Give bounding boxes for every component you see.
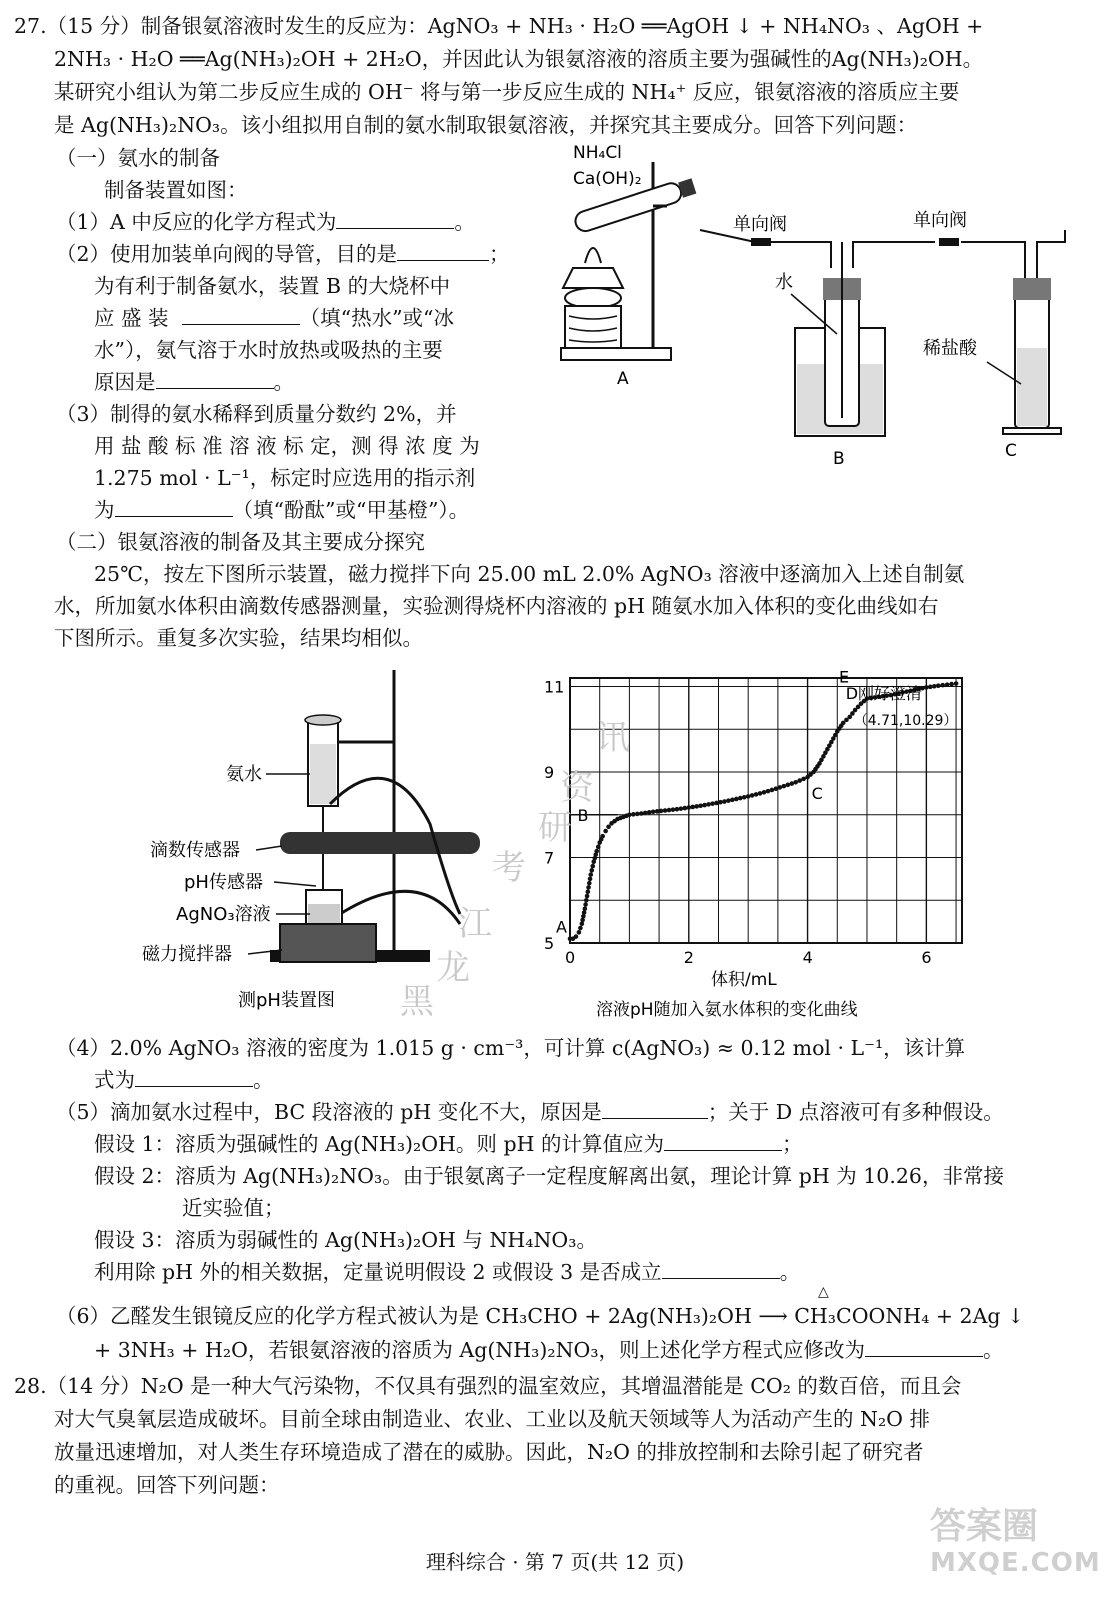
curve-point xyxy=(793,780,798,785)
q27-part3b: 用 盐 酸 标 准 溶 液 标 定，测 得 浓 度 为 xyxy=(94,434,480,458)
part5f-end: 。 xyxy=(779,1260,801,1284)
q27-part2b: 为有利于制备氨水，装置 B 的大烧杯中 xyxy=(94,274,451,298)
watermark-char-7: 讯 xyxy=(596,718,630,758)
flask-c-acid xyxy=(1017,348,1047,426)
part2e-end: 。 xyxy=(273,370,294,394)
label-a: A xyxy=(617,369,629,389)
point-label: A xyxy=(556,917,567,937)
water-label: 水 xyxy=(775,272,793,293)
curve-point xyxy=(778,785,783,790)
q27-part5c: 假设 2：溶质为 Ag(NH₃)₂NO₃。由于银氨离子一定程度解离出氨，理论计算 pH 为 10.26，非常接 xyxy=(94,1164,1004,1188)
answer-blank-5[interactable] xyxy=(115,494,233,517)
stand-base-a xyxy=(561,348,671,360)
curve-point xyxy=(583,907,588,912)
curve-point xyxy=(671,807,676,812)
agno3-label: AgNO₃溶液 xyxy=(176,904,271,925)
curve-point xyxy=(583,902,588,907)
curve-point xyxy=(702,803,707,808)
curve-point xyxy=(588,872,593,877)
tube-b-to-c xyxy=(853,242,935,268)
section1-title: （一）氨水的制备 xyxy=(56,146,220,170)
point-label: D刚好澄清 xyxy=(845,683,923,703)
part6b-end: 。 xyxy=(983,1338,1004,1362)
curve-point xyxy=(742,795,747,800)
x-axis-label: 体积/mL xyxy=(711,970,777,990)
part2a-end: ； xyxy=(489,242,510,266)
curve-point xyxy=(789,781,794,786)
curve-point xyxy=(694,804,699,809)
q27-part5b xyxy=(94,1128,802,1160)
curve-point xyxy=(718,800,723,805)
q27-part3d xyxy=(94,494,469,526)
q28-line1: 28.（14 分）N₂O 是一种大气污染物，不仅具有强烈的温室效应，其增温潜能是 CO₂ 的数百倍，而且会 xyxy=(14,1374,962,1398)
curve-point xyxy=(655,809,660,814)
curve-point xyxy=(945,682,950,687)
x-tick-label: 6 xyxy=(921,948,932,967)
curve-point xyxy=(928,685,933,690)
curve-point xyxy=(706,802,711,807)
curve-point xyxy=(734,797,739,802)
answer-blank-2[interactable] xyxy=(397,238,489,261)
curve-point xyxy=(746,794,751,799)
curve-point xyxy=(586,885,591,890)
section2-title: （二）银氨溶液的制备及其主要成分探究 xyxy=(56,530,425,554)
ph-sensor-label: pH传感器 xyxy=(184,872,263,893)
curve-point xyxy=(762,790,767,795)
curve-point xyxy=(710,801,715,806)
section2-line2: 水，所加氨水体积由滴数传感器测量，实验测得烧杯内溶液的 pH 随氨水加入体积的变化曲线如右 xyxy=(54,594,939,618)
part3d-text: 为 xyxy=(94,498,115,522)
curve-point xyxy=(585,894,590,899)
curve-point xyxy=(600,834,605,839)
q27-part5d: 近实验值； xyxy=(182,1196,285,1220)
point-label: E xyxy=(838,668,850,687)
q27-part2e xyxy=(94,366,294,398)
curve-point xyxy=(588,877,593,882)
curve-point xyxy=(590,864,595,869)
curve-point xyxy=(586,889,591,894)
page-footer: 理科综合 · 第 7 页(共 12 页) xyxy=(425,1550,685,1574)
part4b-text: 式为 xyxy=(94,1068,135,1092)
curve-point xyxy=(932,684,937,689)
q27-line4: 是 Ag(NH₃)₂NO₃。该小组拟用自制的氨水制取银氨溶液，并探究其主要成分。回答下列问题： xyxy=(54,113,918,137)
curve-point xyxy=(738,796,743,801)
curve-point xyxy=(574,934,579,939)
part5f-text: 利用除 pH 外的相关数据，定量说明假设 2 或假设 3 是否成立 xyxy=(94,1260,662,1284)
x-tick-label: 0 xyxy=(565,948,576,967)
curve-point xyxy=(766,789,771,794)
q27-part4b xyxy=(94,1064,274,1096)
curve-point xyxy=(659,809,664,814)
q27-part3c: 1.275 mol · L⁻¹，标定时应选用的指示剂 xyxy=(94,466,476,490)
curve-point xyxy=(643,811,648,816)
watermark-site: MXQE.COM xyxy=(930,1548,1101,1578)
section1-intro: 制备装置如图： xyxy=(104,178,248,202)
q28-line2: 对大气臭氧层造成破坏。目前全球由制造业、农业、工业以及航天领域等人为活动产生的 N₂O 排 xyxy=(54,1407,930,1431)
curve-point xyxy=(679,806,684,811)
answer-blank-3[interactable] xyxy=(182,302,300,325)
y-tick-label: 5 xyxy=(544,934,555,953)
part5b-text: 假设 1：溶质为强碱性的 Ag(NH₃)₂OH。则 pH 的计算值应为 xyxy=(94,1132,664,1156)
part2e-text: 原因是 xyxy=(94,370,156,394)
curve-point xyxy=(801,777,806,782)
valve2-label: 单向阀 xyxy=(913,210,967,231)
ammonia-prep-apparatus xyxy=(555,138,1075,468)
part2a-text: （2）使用加装单向阀的导管，目的是 xyxy=(56,242,398,266)
q28-line4: 的重视。回答下列问题： xyxy=(54,1473,280,1497)
curve-point xyxy=(589,868,594,873)
watermark-logo: 答案圈 xyxy=(930,1506,1039,1547)
q27-part4a: （4）2.0% AgNO₃ 溶液的密度为 1.015 g · cm⁻³，可计算 c(AgNO₃) ≈ 0.12 mol · L⁻¹，该计算 xyxy=(56,1036,966,1060)
curve-point xyxy=(686,805,691,810)
q27-part6a: （6）乙醛发生银镜反应的化学方程式被认为是 CH₃CHO + 2Ag(NH₃)₂OH ⟶ CH₃COONH₄ + 2Ag ↓ xyxy=(56,1304,1025,1328)
curve-point xyxy=(663,808,668,813)
valve1-shape xyxy=(751,238,771,246)
burette-liquid xyxy=(310,744,336,804)
q27-part2a xyxy=(56,238,510,270)
curve-point xyxy=(651,809,656,814)
curve-point xyxy=(924,685,929,690)
curve-point xyxy=(578,926,583,931)
part2c-text: 应 盛 装 xyxy=(94,306,169,330)
chart-caption: 溶液pH随加入氨水体积的变化曲线 xyxy=(596,1000,858,1020)
label-b: B xyxy=(833,449,845,468)
reagent-nh4cl: NH₄Cl xyxy=(573,143,622,163)
answer-blank-9[interactable] xyxy=(662,1256,780,1279)
part5b-end: ； xyxy=(781,1132,803,1156)
watermark-char-4: 考 xyxy=(492,848,526,888)
flame xyxy=(585,248,601,263)
part1-end: 。 xyxy=(454,210,475,234)
x-tick-label: 2 xyxy=(683,948,694,967)
curve-point xyxy=(940,683,945,688)
sensor-cable-2 xyxy=(340,891,460,924)
curve-point xyxy=(631,812,636,817)
q27-part1 xyxy=(56,206,475,238)
d-point-coordinate: （4.71,10.29） xyxy=(853,712,958,729)
curve-point xyxy=(722,799,727,804)
watermark-char-5: 研 xyxy=(538,808,572,848)
part5a-text: （5）滴加氨水过程中，BC 段溶液的 pH 变化不大，原因是 xyxy=(56,1100,602,1124)
q27-part5f xyxy=(94,1256,800,1288)
valve2-shape xyxy=(939,238,959,246)
watermark-char-6: 资 xyxy=(560,768,594,808)
curve-point xyxy=(596,845,601,850)
q28-line3: 放量迅速增加，对人类生存环境造成了潜在的威胁。因此，N₂O 的排放控制和去除引起了研究者 xyxy=(54,1440,924,1464)
heat-symbol: △ xyxy=(818,1284,829,1300)
point-label: C xyxy=(811,784,823,804)
valve1-label: 单向阀 xyxy=(733,214,787,235)
stopper-c xyxy=(1013,278,1051,300)
base-c xyxy=(1003,428,1061,434)
tube-out-c xyxy=(1037,230,1065,278)
curve-point xyxy=(936,683,941,688)
curve-point xyxy=(949,682,954,687)
curve-point xyxy=(750,793,755,798)
part1-text: （1）A 中反应的化学方程式为 xyxy=(56,210,337,234)
answer-blank-4[interactable] xyxy=(156,366,274,389)
apparatus2-caption: 测pH装置图 xyxy=(238,990,335,1011)
curve-point xyxy=(770,788,775,793)
tube-to-b xyxy=(780,242,831,268)
drop-counter-disk xyxy=(280,832,480,854)
curve-point xyxy=(714,801,719,806)
q27-part6b xyxy=(94,1334,1004,1366)
small-beaker-liquid xyxy=(308,904,340,924)
magnetic-stirrer xyxy=(280,924,376,962)
stirrer-label: 磁力搅拌器 xyxy=(142,944,232,965)
curve-point xyxy=(587,881,592,886)
curve-point xyxy=(730,798,735,803)
q27-part5a xyxy=(56,1096,1004,1128)
curve-point xyxy=(635,812,640,817)
q27-part5e: 假设 3：溶质为弱碱性的 Ag(NH₃)₂OH 与 NH₄NO₃。 xyxy=(94,1228,597,1252)
curve-point xyxy=(627,812,632,817)
curve-point xyxy=(647,810,652,815)
q27-line3: 某研究小组认为第二步反应生成的 OH⁻ 将与第一步反应生成的 NH₄⁺ 反应，银氨溶液的溶质应主要 xyxy=(54,80,960,104)
part5a-end: ；关于 D 点溶液可有多种假设。 xyxy=(707,1100,1004,1124)
alcohol-lamp xyxy=(563,268,623,288)
curve-point xyxy=(594,849,599,854)
y-tick-label: 9 xyxy=(544,763,555,783)
drop-sensor-label: 滴数传感器 xyxy=(150,840,240,861)
answer-blank-1[interactable] xyxy=(336,206,454,229)
answer-blank-7[interactable] xyxy=(602,1096,708,1119)
watermark-char-3: 江 xyxy=(458,904,492,944)
curve-point xyxy=(726,798,731,803)
q27-part2d: 水”），氨气溶于水时放热或吸热的主要 xyxy=(94,338,443,362)
section2-line3: 下图所示。重复多次实验，结果均相似。 xyxy=(54,626,423,650)
curve-point xyxy=(754,792,759,797)
curve-point xyxy=(683,806,688,811)
drop-sensor-pointer xyxy=(256,846,282,850)
curve-point xyxy=(785,783,790,788)
answer-blank-10[interactable] xyxy=(865,1334,983,1357)
watermark-char-1: 黑 xyxy=(400,982,434,1022)
curve-point xyxy=(758,791,763,796)
curve-point xyxy=(577,930,582,935)
q27-line1: 27.（15 分）制备银氨溶液时发生的反应为：AgNO₃ + NH₃ · H₂O ══AgOH ↓ + NH₄NO₃ 、AgOH + xyxy=(14,14,984,38)
part2c-end: （填“热水”或“冰 xyxy=(299,306,455,330)
curve-point xyxy=(584,898,589,903)
answer-blank-8[interactable] xyxy=(664,1128,782,1151)
part3d-end: （填“酚酞”或“甲基橙”）。 xyxy=(232,498,470,522)
curve-point xyxy=(603,829,608,834)
curve-point xyxy=(639,811,644,816)
point-label: B xyxy=(577,805,589,825)
curve-point xyxy=(954,681,959,686)
curve-point xyxy=(690,805,695,810)
part6b-text: + 3NH₃ + H₂O，若银氨溶液的溶质为 Ag(NH₃)₂NO₃，则上述化学方程式应修改为 xyxy=(94,1338,866,1362)
ph-sensor-pointer xyxy=(274,882,316,886)
x-tick-label: 4 xyxy=(802,948,813,967)
curve-point xyxy=(698,803,703,808)
tube-to-c xyxy=(961,242,1025,278)
y-tick-label: 11 xyxy=(544,677,565,697)
label-c: C xyxy=(1005,441,1017,461)
part4b-end: 。 xyxy=(253,1068,274,1092)
q27-part2c xyxy=(94,302,454,334)
reagent-caoh2: Ca(OH)₂ xyxy=(573,169,642,189)
q27-part3a: （3）制得的氨水稀释到质量分数约 2%，并 xyxy=(56,402,457,426)
section2-line1: 25℃，按左下图所示装置，磁力搅拌下向 25.00 mL 2.0% AgNO₃ 溶液中逐滴加入上述自制氨 xyxy=(94,562,965,586)
burette-top xyxy=(305,715,341,725)
answer-blank-6[interactable] xyxy=(135,1064,253,1087)
curve-point xyxy=(797,778,802,783)
q27-line2: 2NH₃ · H₂O ══Ag(NH₃)₂OH + 2H₂O，并因此认为银氨溶液的溶质主要为强碱性的Ag(NH₃)₂OH。 xyxy=(54,47,984,71)
watermark-char-2: 龙 xyxy=(436,948,470,988)
acid-label: 稀盐酸 xyxy=(923,338,977,359)
ammonia-label: 氨水 xyxy=(226,764,262,785)
curve-point xyxy=(774,786,779,791)
y-tick-label: 7 xyxy=(544,848,555,868)
curve-point xyxy=(782,784,787,789)
curve-point xyxy=(667,808,672,813)
curve-point xyxy=(675,807,680,812)
